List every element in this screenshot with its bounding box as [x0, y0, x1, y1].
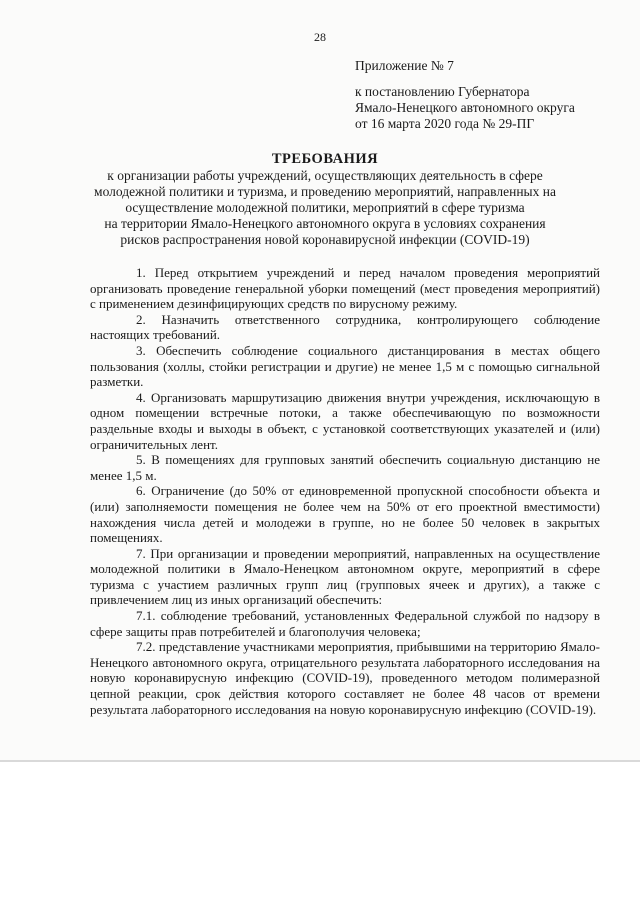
paragraph-1: 1. Перед открытием учреждений и перед началом проведения мероприятий организовать проведение генеральной уборки помещений (мест проведения мероприятий) с применением дезинфицирующих средств по вирусному режиму. [90, 265, 600, 312]
appendix-line: к постановлению Губернатора [355, 84, 530, 99]
page-edge [0, 760, 640, 762]
subtitle-line: к организации работы учреждений, осуществляющих деятельность в сфере [107, 168, 543, 183]
paragraph-3: 3. Обеспечить соблюдение социального дистанцирования в местах общего пользования (холлы, стойки регистрации и другие) не менее 1,5 м с помощью сигнальной разметки. [90, 342, 600, 390]
paragraph-7-1: 7.1. соблюдение требований, установленных Федеральной службой по надзору в сфере защиты прав потребителей и благополучия человека; [90, 608, 600, 639]
paragraph-2: 2. Назначить ответственного сотрудника, контролирующего соблюдение настоящих требований. [90, 311, 600, 343]
subtitle-line: рисков распространения новой коронавирусной инфекции (COVID-19) [120, 232, 530, 247]
appendix-line: от 16 марта 2020 года № 29-ПГ [355, 116, 535, 131]
subtitle-line: молодежной политики и туризма, и проведению мероприятий, направленных на [94, 184, 556, 199]
paragraph-7-2: 7.2. представление участниками мероприятия, прибывшими на территорию Ямало-Ненецкого автономного округа, отрицательного результата лабораторного исследования на новую коронавирусную инфекцию (COVID-19), проведенного методом полимеразной цепной реакции, срок действия которого составляет не более 48 часов от времени результата лабораторного исследования на новую коронавирусную инфекцию (COVID-19). [90, 639, 600, 717]
appendix-header [355, 58, 625, 132]
page-number: 28 [314, 30, 326, 44]
title-block [60, 150, 590, 248]
subtitle-line: осуществление молодежной политики, мероприятий в сфере туризма [125, 200, 525, 215]
subtitle-line: на территории Ямало-Ненецкого автономного округа в условиях сохранения [104, 216, 546, 231]
paragraph-4: 4. Организовать маршрутизацию движения внутри учреждения, исключающую в одном помещении встречные потоки, а также обеспечивающую по возможности раздельные входы и выходы в объект, с установкой соответствующих указателей и (или) ограничительных лент. [90, 389, 600, 452]
requirements-body [90, 265, 600, 717]
paragraph-7: 7. При организации и проведении мероприятий, направленных на осуществление молодежной политики в Ямало-Ненецком автономном округе, мероприятий в сфере туризма с участием различных групп лиц (групповых ячеек и других), а также с привлечением лиц из иных организаций обеспечить: [90, 545, 600, 608]
paragraph-6: 6. Ограничение (до 50% от единовременной пропускной способности объекта и (или) заполняемости помещения не более чем на 50% от его проектной вместимости) нахождения числа детей и молодежи в группе, но не более 50 человек в закрытых помещениях. [90, 483, 600, 546]
appendix-line: Ямало-Ненецкого автономного округа [355, 100, 575, 115]
document-title: ТРЕБОВАНИЯ [271, 151, 379, 167]
paragraph-5: 5. В помещениях для групповых занятий обеспечить социальную дистанцию не менее 1,5 м. [90, 452, 600, 483]
appendix-title: Приложение № 7 [355, 58, 454, 73]
